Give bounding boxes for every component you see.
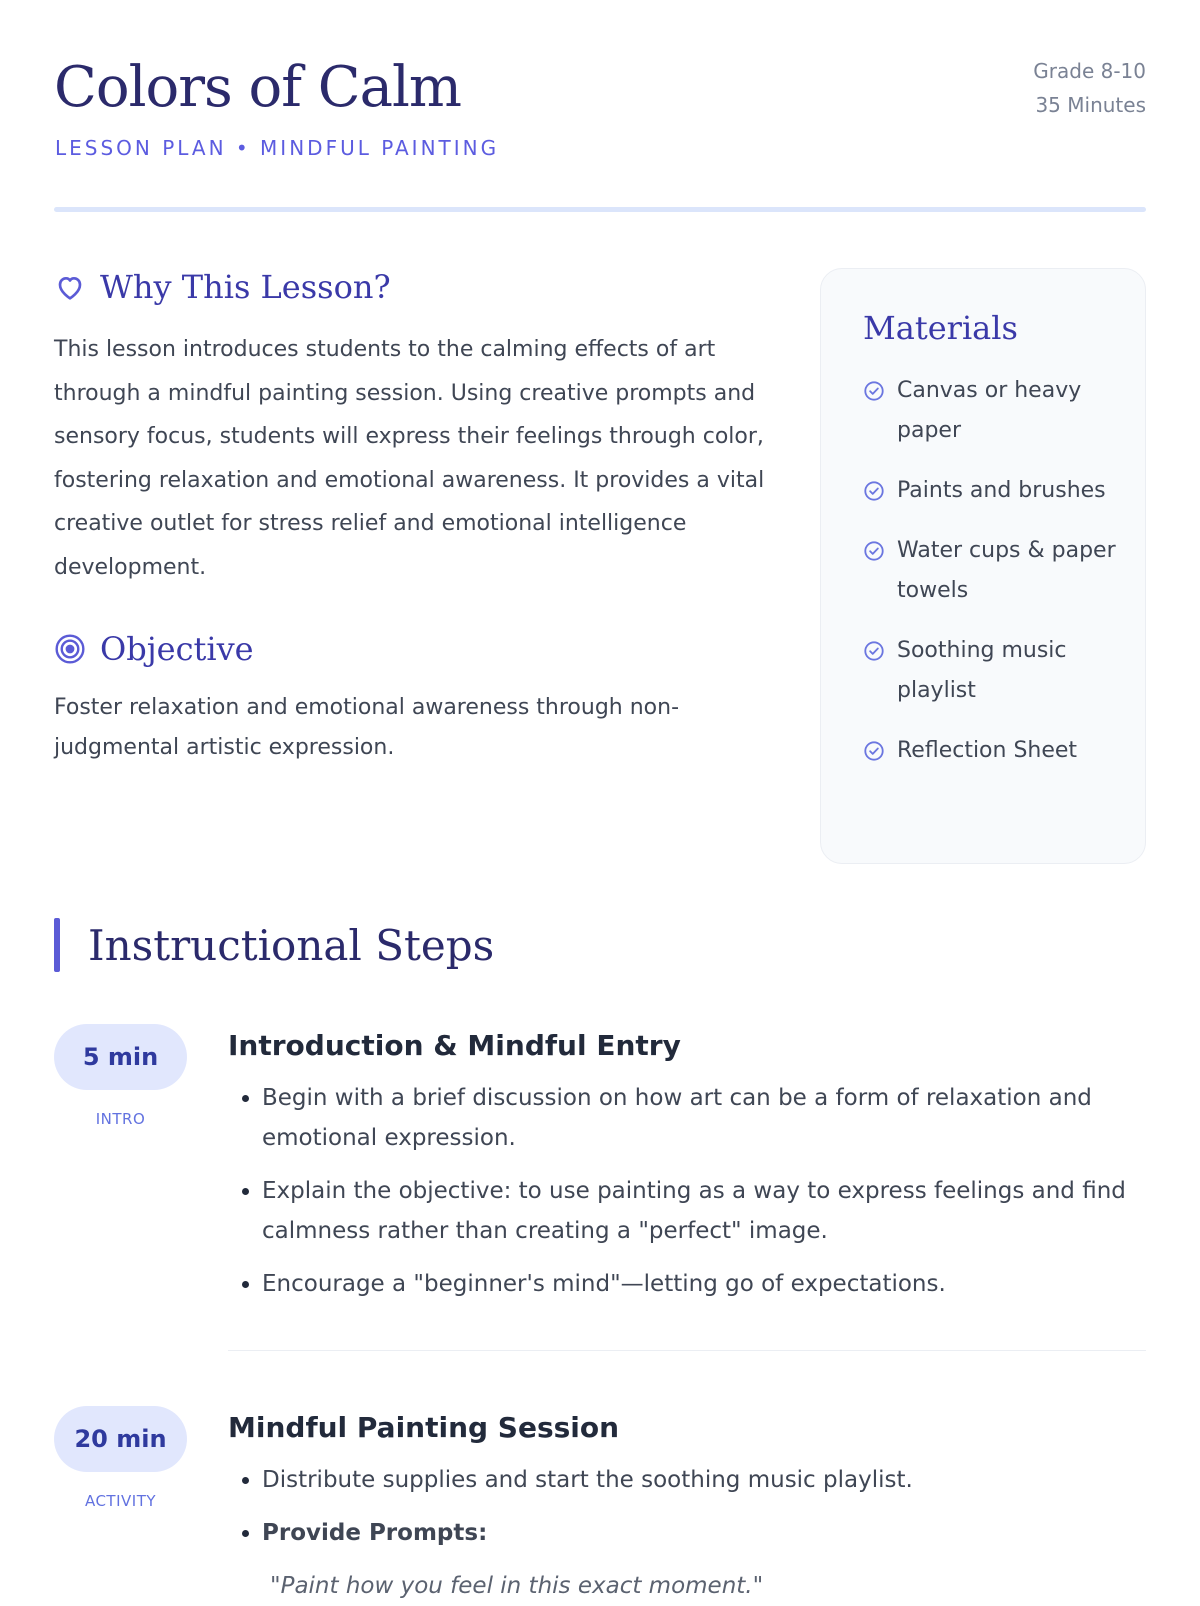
check-circle-icon — [863, 380, 885, 402]
step-time-badge: 5 min — [54, 1024, 187, 1090]
page-subtitle: LESSON PLAN • MINDFUL PAINTING — [55, 136, 500, 160]
materials-item — [863, 471, 1121, 511]
check-circle-icon — [863, 480, 885, 502]
step-bullets — [228, 1078, 1146, 1304]
step-title: Introduction & Mindful Entry — [228, 1029, 681, 1062]
materials-item-label: Soothing music playlist — [897, 638, 1067, 703]
step-bullet: • Encourage a "beginner's mind"—letting go of expectations. — [262, 1264, 1146, 1304]
materials-heading: Materials — [863, 309, 1018, 347]
step-phase-tag: ACTIVITY — [84, 1492, 157, 1510]
check-circle-icon — [863, 640, 885, 662]
lesson-meta — [1033, 54, 1146, 122]
why-section-header — [54, 268, 391, 306]
materials-item — [863, 631, 1121, 711]
materials-item — [863, 731, 1121, 771]
materials-item — [863, 531, 1121, 611]
step-divider — [228, 1350, 1146, 1351]
check-circle-icon — [863, 540, 885, 562]
step-content — [228, 1406, 1146, 1606]
materials-item-label: Paints and brushes — [897, 478, 1106, 503]
why-heading: Why This Lesson? — [100, 268, 391, 306]
why-description: This lesson introduces students to the calming effects of art through a mindful painting session. Using creative prompts and sensory focus, students will express their feelings through color, fostering relaxation and emotional awareness. It provides a vital creative outlet for stress relief and emotional intelligence development. — [54, 337, 765, 580]
objective-section-header — [54, 630, 254, 668]
step-bullets — [228, 1460, 1146, 1553]
header-divider — [54, 207, 1146, 212]
materials-list — [863, 371, 1121, 771]
steps-heading: Instructional Steps — [88, 920, 495, 970]
objective-description: Foster relaxation and emotional awareness through non-judgmental artistic expression. — [54, 695, 680, 760]
step-title: Mindful Painting Session — [228, 1411, 620, 1444]
step-bullet: • Begin with a brief discussion on how art can be a form of relaxation and emotional expression. — [262, 1078, 1146, 1158]
materials-item-label: Canvas or heavy paper — [897, 378, 1082, 443]
grade-level: Grade 8-10 — [1033, 59, 1146, 83]
step-bullet: • Explain the objective: to use painting as a way to express feelings and find calmness rather than creating a "perfect" image. — [262, 1171, 1146, 1251]
page-title: Colors of Calm — [54, 55, 461, 120]
step-phase-tag: INTRO — [95, 1110, 146, 1128]
step-content — [228, 1024, 1146, 1317]
step-bullet-prompts: • Provide Prompts: — [262, 1513, 1146, 1553]
target-icon — [54, 633, 86, 665]
materials-item-label: Reflection Sheet — [897, 738, 1078, 763]
step-time-badge: 20 min — [54, 1406, 187, 1472]
heart-icon — [54, 271, 86, 303]
objective-heading: Objective — [100, 630, 254, 668]
materials-card — [820, 268, 1146, 864]
lesson-duration: 35 Minutes — [1035, 93, 1146, 117]
materials-item — [863, 371, 1121, 451]
prompt-quote: "Paint how you feel in this exact moment." — [270, 1573, 764, 1599]
check-circle-icon — [863, 740, 885, 762]
steps-accent-bar — [54, 918, 60, 972]
step-bullet: • Distribute supplies and start the soothing music playlist. — [262, 1460, 1146, 1500]
materials-item-label: Water cups & paper towels — [897, 538, 1116, 603]
steps-section-header — [54, 918, 494, 972]
